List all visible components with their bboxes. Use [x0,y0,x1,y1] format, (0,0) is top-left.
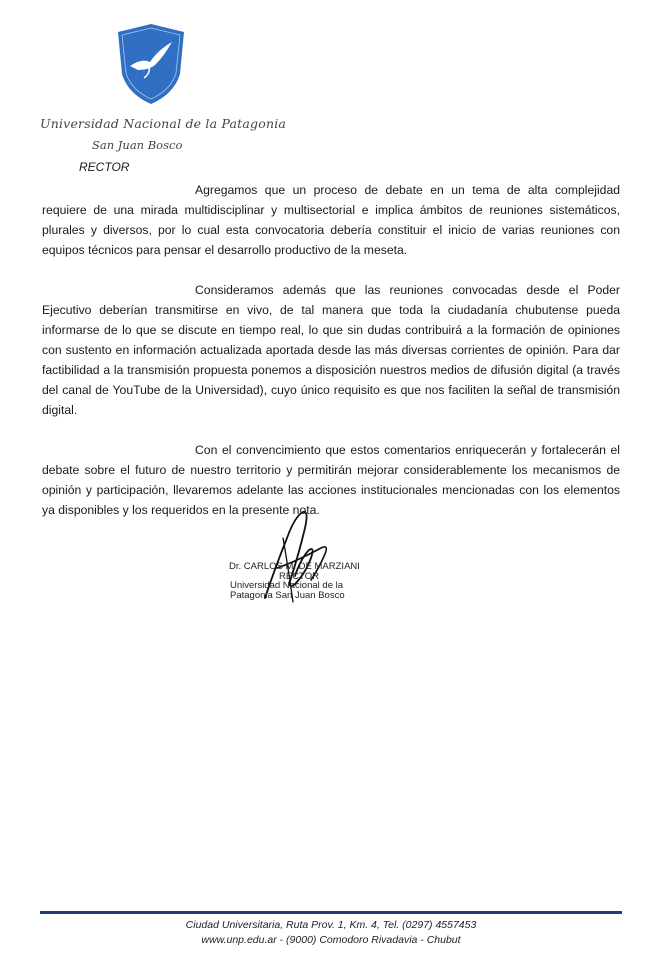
paragraph: Agregamos que un proceso de debate en un tema de alta complejidad requiere de una mirada multidisciplinar y multisectorial e implica ámbitos de reuniones sistemáticos, plurales y diversos, por lo cual esta convocatoria debería constituir el inicio de varias reuniones con equipos técnicos para pensar el desarrollo productivo de la meseta. [42,183,620,257]
albatross-seal-icon [114,22,188,106]
letterhead [40,18,287,152]
footer [40,918,622,948]
footer-divider [40,911,622,914]
signature-block [225,498,375,610]
signer-name: Dr. CARLOS M. DE MARZIANI [229,561,360,572]
university-name: Universidad Nacional de la Patagonia [40,116,287,131]
signer-institution-2: Patagonia San Juan Bosco [230,590,345,601]
letter-body [42,180,620,540]
signer-title: RECTOR [279,571,319,582]
paragraph: Con el convencimiento que estos comentarios enriquecerán y fortalecerán el debate sobre el futuro de nuestro territorio y permitirán mejorar considerablemente los mecanismos de opinión y participación, llevaremos adelante las acciones institucionales mencionadas con los elementos ya disponibles y los requeridos en la presente nota. [42,443,620,517]
page-title: RECTOR [79,160,130,174]
paragraph: Consideramos además que las reuniones convocadas desde el Poder Ejecutivo deberían transmitirse en vivo, de tal manera que toda la ciudadanía chubutense pueda informarse de lo que se discute en tiempo real, lo que sin dudas contribuirá a la formación de opiniones con sustento en información actualizada aportada desde las más diversas corrientes de opinión. Para dar factibilidad a la transmisión propuesta ponemos a disposición nuestros medios de difusión digital (a través del canal de YouTube de la Universidad), cuyo único requisito es que nos faciliten la señal de transmisión digital. [42,283,620,417]
footer-address: Ciudad Universitaria, Ruta Prov. 1, Km. 4, Tel. (0297) 4557453 [185,919,477,931]
signer-institution-1: Universidad Nacional de la [230,580,344,591]
university-sub: San Juan Bosco [92,138,183,152]
footer-website: www.unp.edu.ar - (9000) Comodoro Rivadavia - Chubut [201,934,461,946]
